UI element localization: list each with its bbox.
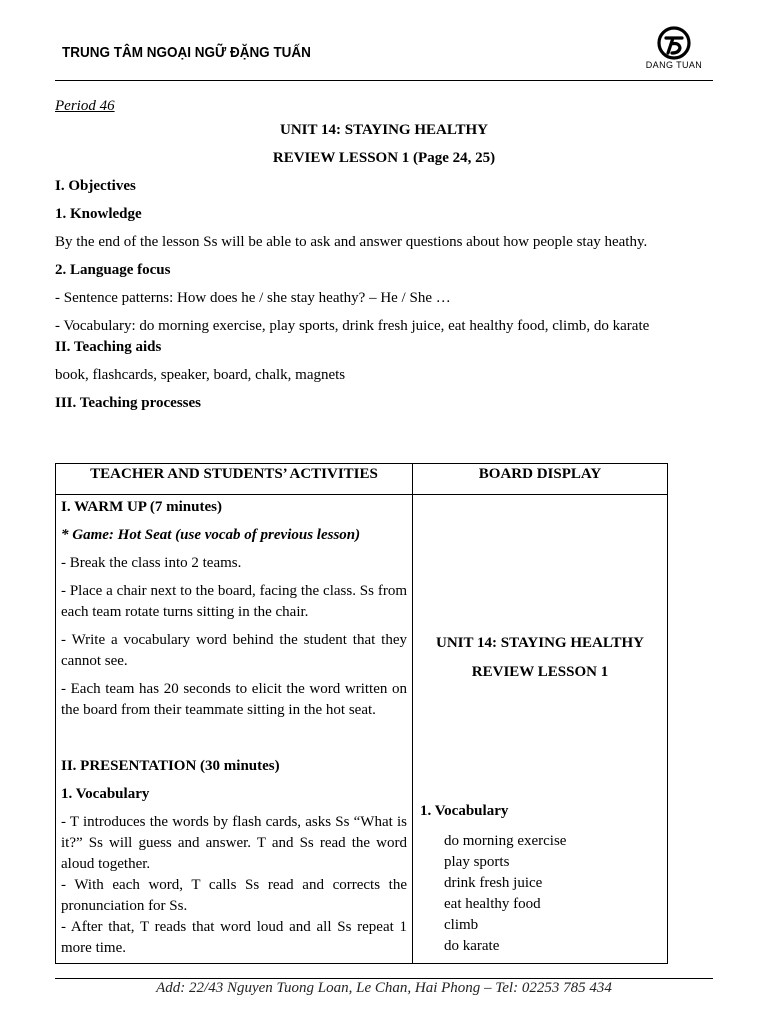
warmup-step: - Place a chair next to the board, facing the class. Ss from each team rotate turns sitting in the chair. (61, 583, 407, 620)
presentation-step: - With each word, T calls Ss read and corrects the pronunciation for Ss. (61, 877, 407, 914)
sentence-patterns: - Sentence patterns: How does he / she stay heathy? – He / She … (55, 290, 451, 306)
page-header (55, 22, 713, 81)
column-header-board: BOARD DISPLAY (413, 464, 668, 495)
board-vocab-item: play sports (444, 854, 510, 870)
lesson-intro (55, 96, 713, 414)
knowledge-text: By the end of the lesson Ss will be able to ask and answer questions about how people stay heathy. (55, 234, 648, 250)
footer-address: Add: 22/43 Nguyen Tuong Loan, Le Chan, Hai Phong – Tel: 02253 785 434 (156, 980, 612, 996)
table-header-row (56, 464, 668, 495)
aids-heading: II. Teaching aids (55, 339, 162, 355)
warmup-step: - Write a vocabulary word behind the student that they cannot see. (61, 632, 407, 669)
teaching-process-table (55, 463, 668, 964)
board-unit-title: UNIT 14: STAYING HEALTHY (436, 635, 644, 651)
period-label: Period 46 (55, 98, 115, 114)
objectives-heading: I. Objectives (55, 178, 136, 194)
aids-text: book, flashcards, speaker, board, chalk, magnets (55, 367, 346, 383)
activities-cell (56, 495, 413, 964)
board-display-cell (413, 495, 668, 964)
unit-title: UNIT 14: STAYING HEALTHY (280, 122, 488, 138)
board-lesson-title: REVIEW LESSON 1 (471, 664, 609, 680)
table-body-row (56, 495, 668, 964)
footer-divider (55, 978, 713, 979)
board-vocab-heading: 1. Vocabulary (420, 803, 509, 819)
logo-text: DANG TUAN (645, 60, 703, 70)
warmup-heading: I. WARM UP (7 minutes) (61, 499, 222, 515)
knowledge-heading: 1. Knowledge (55, 206, 142, 222)
board-vocab-list (444, 831, 566, 957)
presentation-heading: II. PRESENTATION (30 minutes) (61, 758, 280, 774)
dang-tuan-logo (639, 26, 709, 78)
warmup-step: - Break the class into 2 teams. (61, 555, 242, 571)
vocabulary-subheading: 1. Vocabulary (61, 786, 150, 802)
board-vocab-item: do morning exercise (444, 833, 567, 849)
language-heading: 2. Language focus (55, 262, 171, 278)
presentation-step: - T introduces the words by flash cards, asks Ss “What is it?” Ss will guess and answer. T and Ss read the word aloud together. (61, 814, 407, 872)
presentation-step: - After that, T reads that word loud and all Ss repeat 1 more time. (61, 919, 407, 956)
logo-emblem-icon (657, 26, 691, 60)
warmup-step: - Each team has 20 seconds to elicit the word written on the board from their teammate sitting in the hot seat. (61, 681, 407, 718)
processes-heading: III. Teaching processes (55, 395, 202, 411)
board-vocab-item: drink fresh juice (444, 875, 543, 891)
vocabulary-line: - Vocabulary: do morning exercise, play sports, drink fresh juice, eat healthy food, climb, do karate (55, 318, 650, 334)
board-vocab-item: do karate (444, 938, 500, 954)
board-vocab-item: eat healthy food (444, 896, 541, 912)
lesson-title: REVIEW LESSON 1 (Page 24, 25) (272, 150, 496, 166)
center-name: TRUNG TÂM NGOẠI NGỮ ĐẶNG TUẤN (62, 44, 311, 61)
board-vocab-item: climb (444, 917, 479, 933)
column-header-activities: TEACHER AND STUDENTS’ ACTIVITIES (56, 464, 413, 495)
game-heading: * Game: Hot Seat (use vocab of previous lesson) (61, 527, 361, 543)
